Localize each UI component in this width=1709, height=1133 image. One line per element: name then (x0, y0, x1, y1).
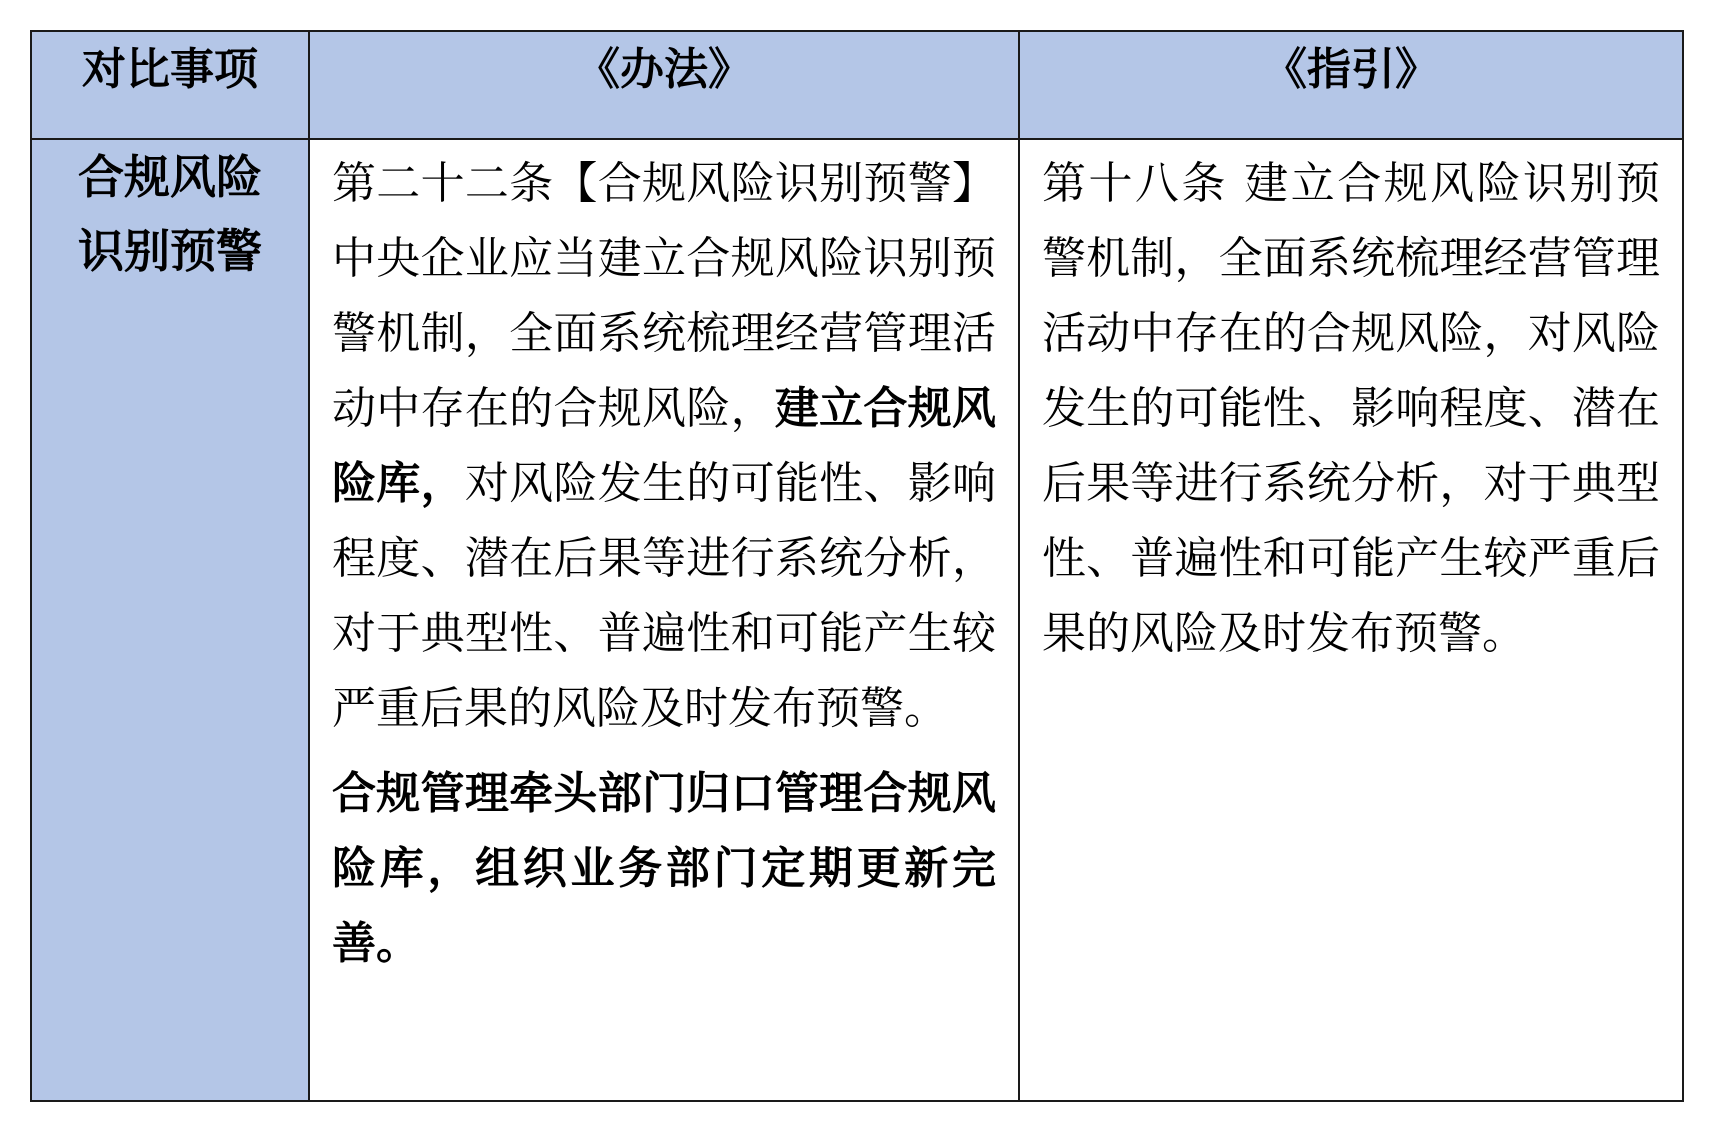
banfa-cell (309, 139, 1019, 1101)
zhiyin-paragraph-1: 第十八条 建立合规风险识别预警机制，全面系统梳理经营管理活动中存在的合规风险，对风险发生的可能性、影响程度、潜在后果等进行系统分析，对于典型性、普遍性和可能产生较严重后果的风险及时发布预警。 (1042, 158, 1660, 659)
banfa-paragraph-2: 合规管理牵头部门归口管理合规风险库，组织业务部门定期更新完善。 (332, 768, 996, 969)
banfa-text-1: 第二十二条【合规风险识别预警】 中央企业应当建立合规风险识别预警机制，全面系统梳理经营管理活动中存在的合规风险， (332, 158, 996, 434)
banfa-paragraph-1 (332, 146, 996, 746)
zhiyin-cell (1019, 139, 1683, 1101)
table-header-row (31, 31, 1683, 139)
banfa-text-2: 对风险发生的可能性、影响程度、潜在后果等进行系统分析，对于典型性、普遍性和可能产生较严重后果的风险及时发布预警。 (332, 458, 997, 734)
banfa-bold-text: 建立合规风险库， (332, 383, 997, 509)
header-comparison-item: 对比事项 (31, 31, 309, 139)
table-row (31, 139, 1683, 1101)
header-zhiyin: 《指引》 (1019, 31, 1683, 139)
row-label-cell (31, 139, 309, 1101)
header-banfa: 《办法》 (309, 31, 1019, 139)
row-label: 合规风险识别预警 (78, 150, 262, 278)
comparison-table (30, 30, 1684, 1102)
